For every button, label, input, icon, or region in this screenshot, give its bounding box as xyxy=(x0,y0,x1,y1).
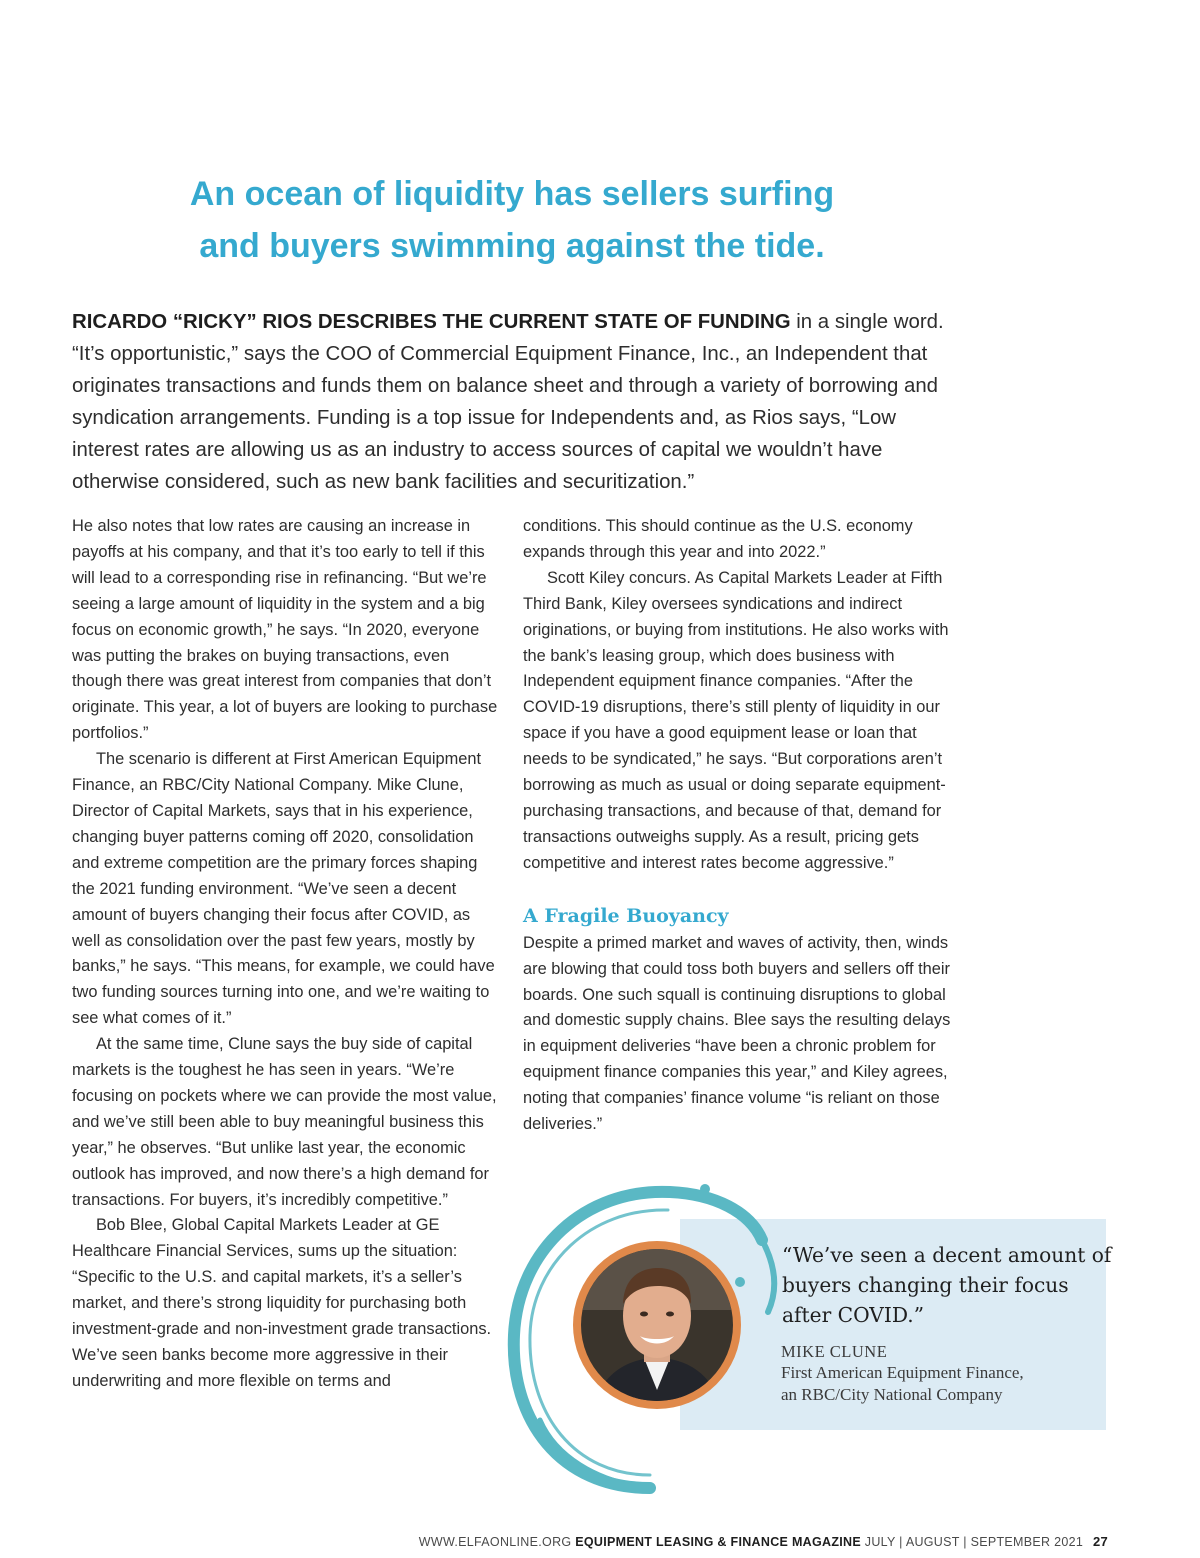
pull-quote-name: MIKE CLUNE xyxy=(781,1342,888,1361)
headline-line-1: An ocean of liquidity has sellers surfing xyxy=(189,175,835,213)
paragraph: conditions. This should continue as the U.S. economy expands through this year and into 2022.” xyxy=(523,517,913,561)
pull-quote-org xyxy=(781,1362,1101,1405)
paragraph: Despite a primed market and waves of activity, then, winds are blowing that could toss both buyers and sellers off their boards. One such squall is continuing disruptions to global and domestic supply chains. Blee says the resulting delays in equipment deliveries “have been a chronic problem for equipment finance companies this year,” and Kiley agrees, noting that companies’ finance volume “is reliant on those deliveries.” xyxy=(523,933,951,1134)
paragraph: At the same time, Clune says the buy side of capital markets is the toughest he has seen in years. “We’re focusing on pockets where we can provide the most value, and we’ve still been able to buy meaningful business this year,” he observes. “But unlike last year, the economic outlook has improved, and now there’s a high demand for transactions. For buyers, it’s incredibly competitive.” xyxy=(72,1035,497,1209)
pull-quote-org-line-2: an RBC/City National Company xyxy=(781,1384,1003,1404)
pull-quote-org-line-1: First American Equipment Finance, xyxy=(781,1363,1024,1382)
body-column-left xyxy=(72,514,502,1395)
paragraph: Bob Blee, Global Capital Markets Leader at GE Healthcare Financial Services, sums up the situation: “Specific to the U.S. and capital markets, it’s a seller’s market, and there’s strong liquidity for purchasing both investment-grade and non-investment grade transactions. We’ve seen banks become more aggressive in their underwriting and more flexible on terms and xyxy=(72,1216,492,1390)
paragraph: Scott Kiley concurs. As Capital Markets Leader at Fifth Third Bank, Kiley oversees syndications and indirect originations, or buying from institutions. He also works with the bank’s leasing group, which does business with Independent equipment finance companies. “After the COVID-19 disruptions, there’s still plenty of liquidity in our space if you have a good equipment lease or loan that needs to be syndicated,” he says. “But corporations aren’t borrowing as much as usual or doing separate equipment-purchasing transactions, and because of that, demand for transactions outweighs supply. As a result, pricing gets competitive and interest rates become aggressive.” xyxy=(523,568,949,872)
lede-paragraph xyxy=(72,306,952,498)
lede-text: in a single word. “It’s opportunistic,” says the COO of Commercial Equipment Finance, Inc., an Independent that originates transactions and funds them on balance sheet and through a variety of borrowing and syndication arrangements. Funding is a top issue for Independents and, as Rios says, “Low interest rates are allowing us as an industry to access sources of capital we wouldn’t have otherwise considered, such as new bank facilities and securitization.” xyxy=(72,311,944,493)
avatar xyxy=(572,1240,742,1410)
body-column-right xyxy=(523,514,953,1138)
lede-lead-caps: RICARDO “RICKY” RIOS DESCRIBES THE CURRENT STATE OF FUNDING xyxy=(72,311,791,333)
headline-line-2: and buyers swimming against the tide. xyxy=(199,227,825,265)
footer-magazine: EQUIPMENT LEASING & FINANCE MAGAZINE xyxy=(575,1535,862,1549)
headline xyxy=(112,168,912,272)
footer-issue: JULY | AUGUST | SEPTEMBER 2021 xyxy=(864,1535,1084,1549)
paragraph: The scenario is different at First American Equipment Finance, an RBC/City National Company. Mike Clune, Director of Capital Markets, says that in his experience, changing buyer patterns coming off 2020, consolidation and extreme competition are the primary forces shaping the 2021 funding environment. “We’ve seen a decent amount of buyers changing their focus after COVID, as well as consolidation over the past few years, mostly by banks,” he says. “This means, for example, we could have two funding sources turning into one, and we’re waiting to see what comes of it.” xyxy=(72,750,495,1028)
paragraph: He also notes that low rates are causing an increase in payoffs at his company, and that it’s too early to tell if this will lead to a corresponding rise in refinancing. “But we’re seeing a large amount of liquidity in the system and a big focus on economic growth,” he says. “In 2020, everyone was putting the brakes on buying transactions, even though there was great interest from companies that don’t originate. This year, a lot of buyers are looking to purchase portfolios.” xyxy=(72,517,498,743)
section-subhead: A Fragile Buoyancy xyxy=(523,904,729,927)
footer-site: WWW.ELFAONLINE.ORG xyxy=(418,1535,572,1549)
page-number: 27 xyxy=(1092,1534,1108,1549)
page-footer xyxy=(419,1534,1108,1549)
pull-quote-text: “We’ve seen a decent amount of buyers changing their focus after COVID.” xyxy=(782,1243,1112,1327)
